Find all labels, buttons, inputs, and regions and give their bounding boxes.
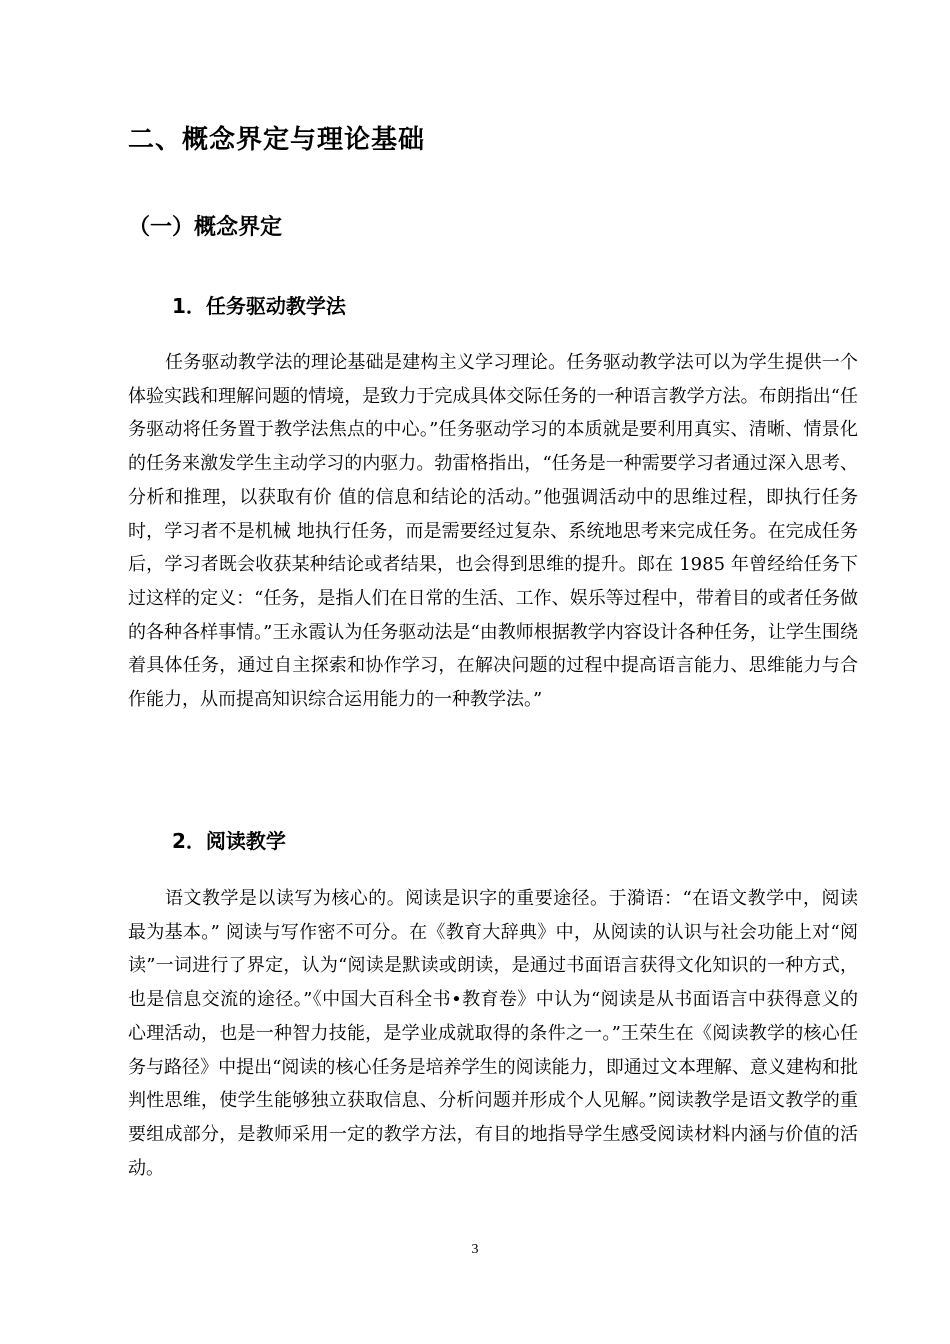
section-heading: （一）概念界定 [128, 215, 283, 240]
page-number: 3 [471, 1242, 479, 1257]
subsection-heading-reading: 2．阅读教学 [172, 829, 286, 853]
paragraph-task-driven: 任务驱动教学法的理论基础是建构主义学习理论。任务驱动教学法可以为学生提供一个体验实践和理解问题的情境，是致力于完成具体交际任务的一种语言教学方法。布朗指出“任务驱动将任务置于教学法焦点的中心。”任务驱动学习的本质就是要利用真实、清晰、情景化的任务来激发学生主动学习的内驱力。勃雷格指出，“任务是一种需要学习者通过深入思考、分析和推理，以获取有价 值的信息和结论的活动。”他强调活动中的思维过程，即执行任务时，学习者不是机械 地执行任务，而是需要经过复杂、系统地思考来完成任务。在完成任务后，学习者既会收获某种结论或者结果，也会得到思维的提升。郎在 1985 年曾经给任务下过这样的定义：“任务，是指人们在日常的生活、工作、娱乐等过程中，带着目的或者任务做的各种各样事情。”王永霞认为任务驱动法是“由教师根据教学内容设计各种任务，让学生围绕着具体任务，通过自主探索和协作学习，在解决问题的过程中提高语言能力、思维能力与合作能力，从而提高知识综合运用能力的一种教学法。” [128, 352, 858, 711]
subsection-heading-task-driven: 1．任务驱动教学法 [172, 294, 346, 318]
paragraph-reading: 语文教学是以读写为核心的。阅读是识字的重要途径。于漪语：“在语文教学中，阅读最为基本。” 阅读与写作密不可分。在《教育大辞典》中，从阅读的认识与社会功能上对“阅读”一词进行了界定，认为“阅读是默读或朗读，是通过书面语言获得文化知识的一种方式，也是信息交流的途径。”《中国大百科全书•教育卷》中认为“阅读是从书面语言中获得意义的心理活动，也是一种智力技能，是学业成就取得的条件之一。”王荣生在《阅读教学的核心任务与路径》中提出“阅读的核心任务是培养学生的阅读能力，即通过文本理解、意义建构和批判性思维，使学生能够独立获取信息、分析问题并形成个人见解。”阅读教学是语文教学的重要组成部分，是教师采用一定的教学方法，有目的地指导学生感受阅读材料内涵与价值的活动。 [128, 888, 858, 1179]
chapter-heading: 二、概念界定与理论基础 [128, 125, 426, 155]
